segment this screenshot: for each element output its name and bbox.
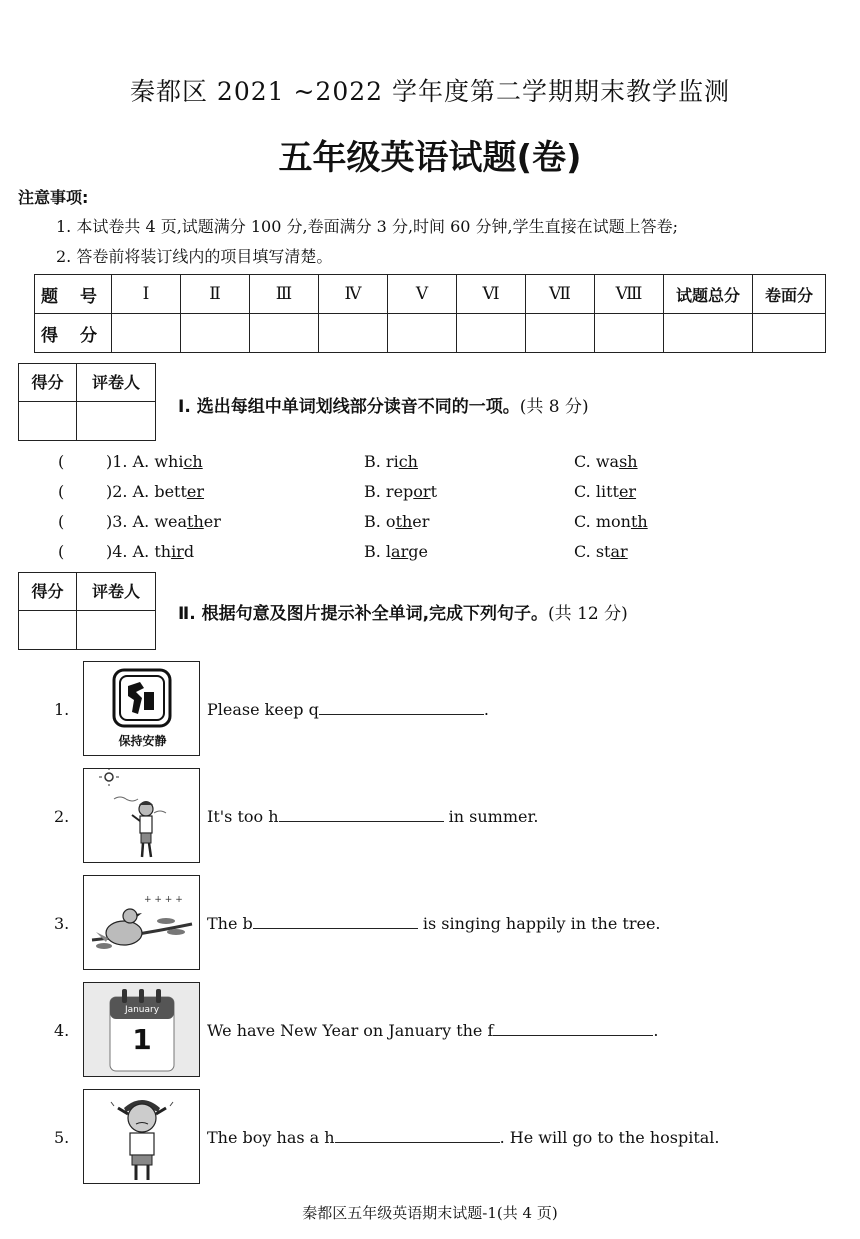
section-2-title bbox=[178, 599, 628, 624]
notice-item-1: 1. 本试卷共 4 页,试题满分 100 分,卷面满分 3 分,时间 60 分钟,学生直接在试题上答卷; bbox=[56, 217, 679, 236]
page-footer: 秦都区五年级英语期末试题-1(共 4 页) bbox=[302, 1204, 558, 1222]
col-header: Ⅷ bbox=[595, 275, 664, 314]
score-cell[interactable] bbox=[181, 314, 250, 353]
calendar-month-label: January bbox=[124, 1005, 160, 1015]
score-cell[interactable] bbox=[457, 314, 526, 353]
section-1-title bbox=[178, 392, 589, 417]
score-cell[interactable] bbox=[664, 314, 753, 353]
sentence-start: We have New Year on January the f bbox=[207, 1021, 494, 1040]
fill-sentence bbox=[207, 807, 538, 826]
score-cell[interactable] bbox=[388, 314, 457, 353]
sentence-end: is singing happily in the tree. bbox=[417, 914, 661, 933]
answer-blank[interactable] bbox=[279, 807, 444, 822]
calendar-picture bbox=[83, 982, 200, 1077]
score-cell[interactable] bbox=[753, 314, 826, 353]
col-header-total: 试题总分 bbox=[664, 275, 753, 314]
section-1-instruction: Ⅰ. 选出每组中单词划线部分读音不同的一项。 bbox=[178, 397, 520, 417]
option-c: C. month bbox=[574, 512, 648, 531]
quiet-sign-label: 保持安静 bbox=[118, 734, 167, 748]
calendar-day-number: 1 bbox=[132, 1023, 152, 1056]
answer-blank[interactable] bbox=[253, 914, 418, 929]
grader-box-2 bbox=[18, 572, 156, 650]
sentence-start: It's too h bbox=[207, 807, 279, 826]
sentence-end: . bbox=[653, 1021, 659, 1040]
sentence-start: Please keep q bbox=[207, 700, 319, 719]
answer-paren[interactable]: ( bbox=[58, 512, 65, 531]
row-label-score: 得 分 bbox=[35, 314, 112, 353]
item-number: 4. bbox=[54, 1021, 70, 1040]
answer-blank[interactable] bbox=[319, 700, 484, 715]
col-header: Ⅰ bbox=[112, 275, 181, 314]
option-b: B. rich bbox=[364, 452, 418, 471]
item-number: 5. bbox=[54, 1128, 70, 1147]
fill-sentence bbox=[207, 700, 489, 719]
fill-sentence bbox=[207, 914, 661, 933]
bird-picture bbox=[83, 875, 200, 970]
sentence-end: . He will go to the hospital. bbox=[499, 1128, 720, 1147]
grader-box-1 bbox=[18, 363, 156, 441]
score-table bbox=[34, 274, 826, 353]
option-c: C. wash bbox=[574, 452, 638, 471]
sentence-end: . bbox=[483, 700, 489, 719]
col-header-neatness: 卷面分 bbox=[753, 275, 826, 314]
score-cell[interactable] bbox=[112, 314, 181, 353]
option-a: )1. A. which bbox=[106, 452, 203, 471]
notice-item-2: 2. 答卷前将装订线内的项目填写清楚。 bbox=[56, 247, 333, 266]
fill-sentence bbox=[207, 1021, 659, 1040]
answer-blank[interactable] bbox=[335, 1128, 500, 1143]
col-header: Ⅵ bbox=[457, 275, 526, 314]
sentence-end: in summer. bbox=[443, 807, 539, 826]
sentence-start: The b bbox=[207, 914, 253, 933]
col-header: Ⅴ bbox=[388, 275, 457, 314]
grader-name-label: 评卷人 bbox=[77, 364, 155, 402]
item-number: 1. bbox=[54, 700, 70, 719]
answer-paren[interactable]: ( bbox=[58, 452, 65, 471]
score-cell[interactable] bbox=[250, 314, 319, 353]
grader-name-label: 评卷人 bbox=[77, 573, 155, 611]
headache-boy-picture bbox=[83, 1089, 200, 1184]
grader-score-cell[interactable] bbox=[19, 402, 77, 440]
score-cell[interactable] bbox=[319, 314, 388, 353]
quiet-sign-picture bbox=[83, 661, 200, 756]
col-header: Ⅲ bbox=[250, 275, 319, 314]
svg-text:+ + + +: + + + + bbox=[144, 895, 183, 905]
sentence-start: The boy has a h bbox=[207, 1128, 335, 1147]
item-number: 3. bbox=[54, 914, 70, 933]
option-a: )2. A. better bbox=[106, 482, 205, 501]
col-header: Ⅳ bbox=[319, 275, 388, 314]
exam-header: 秦都区 2021 ~2022 学年度第二学期期末教学监测 bbox=[129, 77, 731, 106]
option-b: B. other bbox=[364, 512, 430, 531]
option-c: C. litter bbox=[574, 482, 637, 501]
answer-blank[interactable] bbox=[493, 1021, 653, 1036]
option-a: )3. A. weather bbox=[106, 512, 221, 531]
item-number: 2. bbox=[54, 807, 70, 826]
option-b: B. large bbox=[364, 542, 428, 561]
grader-score-label: 得分 bbox=[19, 573, 77, 611]
option-a: )4. A. third bbox=[106, 542, 195, 561]
col-header: Ⅱ bbox=[181, 275, 250, 314]
section-1-points: (共 8 分) bbox=[519, 397, 589, 417]
option-c: C. star bbox=[574, 542, 628, 561]
score-cell[interactable] bbox=[595, 314, 664, 353]
col-header: Ⅶ bbox=[526, 275, 595, 314]
notice-title: 注意事项: bbox=[18, 188, 89, 207]
hot-weather-picture bbox=[83, 768, 200, 863]
answer-paren[interactable]: ( bbox=[58, 482, 65, 501]
row-label-question-no: 题 号 bbox=[35, 275, 112, 314]
answer-paren[interactable]: ( bbox=[58, 542, 65, 561]
grader-score-cell[interactable] bbox=[19, 611, 77, 649]
grader-score-label: 得分 bbox=[19, 364, 77, 402]
exam-title: 五年级英语试题(卷) bbox=[278, 138, 582, 178]
option-b: B. report bbox=[364, 482, 438, 501]
score-cell[interactable] bbox=[526, 314, 595, 353]
fill-sentence bbox=[207, 1128, 720, 1147]
section-2-instruction: Ⅱ. 根据句意及图片提示补全单词,完成下列句子。 bbox=[178, 604, 549, 624]
section-2-points: (共 12 分) bbox=[548, 604, 628, 624]
